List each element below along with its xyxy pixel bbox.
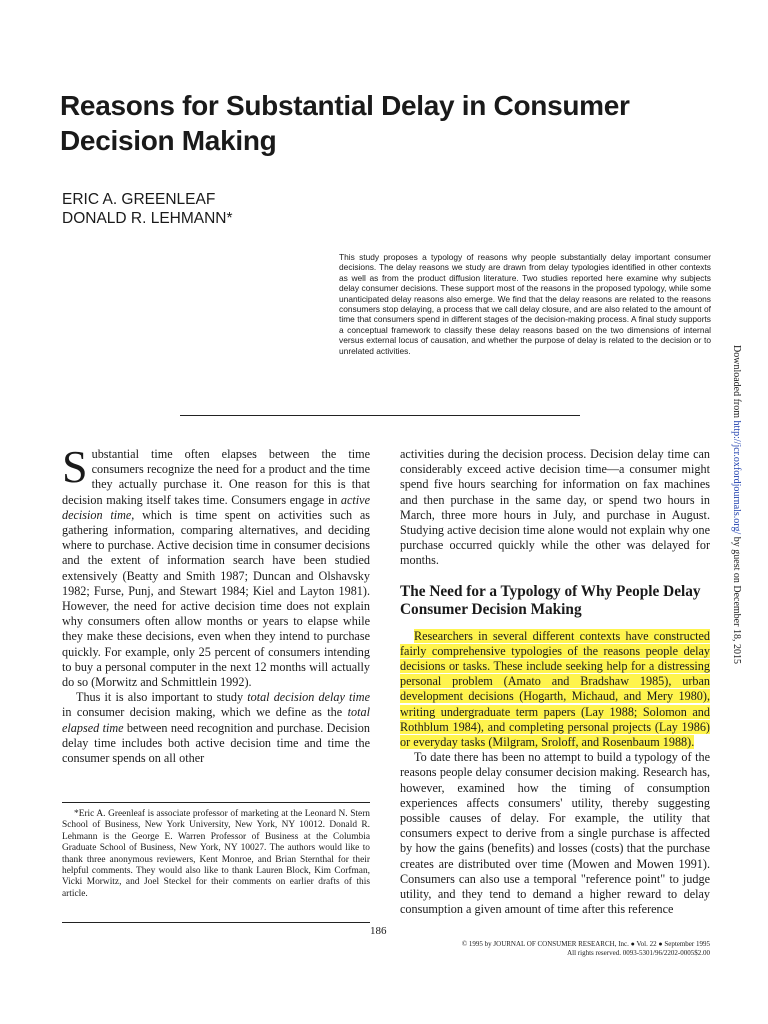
body-paragraph-highlighted xyxy=(400,629,710,751)
body-text: between need recognition and purchase. Decision delay time includes both active decision time and time the consumer spends on all other xyxy=(62,720,370,766)
body-text: Thus it is also important to study xyxy=(76,690,248,705)
footnote-text: *Eric A. Greenleaf is associate professor of marketing at the Leonard N. Stern School of Business, New York University, New York, NY 10012. Donald R. Lehmann is the George E. Warren Professor of Business at the Columbia Graduate School of Business, New York, NY 10027. The authors would like to thank three anonymous reviewers, Kent Monroe, and Brian Sternthal for their helpful comments. They would also like to thank Lauren Block, Kim Corfman, Vicki Morwitz, and Joel Steckel for their comments on earlier drafts of this article. xyxy=(62,809,370,899)
abstract-divider xyxy=(180,415,580,416)
body-paragraph xyxy=(62,690,370,766)
watermark-text: Downloaded from xyxy=(731,345,742,421)
footnote-divider xyxy=(62,922,370,923)
body-text: which is time spent on activities such as gathering information, comparing alternatives, and deciding where to purchase. Active decision time in consumer decisions and the extent of information search have been studied extensively (Beatty and Smith 1987; Duncan and Olshavsky 1982; Furse, Punj, and Stewart 1984; Kiel and Layton 1981). However, the need for active decision time does not explain why consumers often allow months or years to elapse while they make these decisions, even when they intend to purchase quickly. For example, only 25 percent of consumers intending to buy a personal computer in the next 12 months will actually do so (Morwitz and Schmittlein 1992). xyxy=(62,507,370,690)
article-title: Reasons for Substantial Delay in Consumer Decision Making xyxy=(60,90,630,156)
body-text: ubstantial time often elapses between the time consumers recognize the need for a product and the time they actually purchase it. One reason for this is that decision making itself takes time. Consumers engage in xyxy=(62,447,370,507)
right-column xyxy=(400,447,710,917)
abstract: This study proposes a typology of reasons why people substantially delay important consumer decisions. The delay reasons we study are drawn from delay typologies identified in other contexts as well as from the product diffusion literature. Two studies reported here examine why subjects delay consumer decisions. These support most of the reasons in the proposed typology, while some unanticipated delay reasons also emerge. We find that the delay reasons are related to the reasons consumers stop delaying, a process that we call delay closure, and are also related to the amount of time that consumers spend in different stages of the decision-making process. A final study supports a conceptual framework to classify these delay reasons based on the two dimensions of internal versus external locus of causation, and whether the purpose of delay is related to the decision or to unrelated activities. xyxy=(339,252,711,356)
author-name: DONALD R. LEHMANN* xyxy=(62,210,233,227)
highlighted-text[interactable]: Researchers in several different contexts have constructed fairly comprehensive typologies of the reasons people delay decisions or tasks. These include seeking help for a distressing personal problem (Amato and Bradshaw 1985), urban development decisions (Hogarth, Michaud, and Mery 1980), writing undergraduate term papers (Lay 1988; Solomon and Rothblum 1984), and completing personal projects (Lay 1986) or everyday tasks (Milgram, Sroloff, and Rosenbaum 1988). xyxy=(400,628,710,750)
emphasis-text: total elapsed time xyxy=(62,705,370,735)
body-text: in consumer decision making, which we define as the xyxy=(62,705,348,720)
author-footnote xyxy=(62,802,370,900)
download-watermark xyxy=(731,345,742,664)
copyright-notice xyxy=(400,940,710,958)
author-list xyxy=(62,190,233,228)
emphasis-text: total decision delay time xyxy=(247,690,370,705)
body-paragraph: activities during the decision process. Decision delay time can considerably exceed active decision time—a consumer might spend five hours searching for information on fax machines and then purchase in the same day, or spend two hours in March, three more hours in July, and purchase in August. Studying active decision time alone would not explain why one purchase occurred quickly while the other was delayed for months. xyxy=(400,447,710,568)
body-paragraph xyxy=(62,441,370,690)
body-paragraph: To date there has been no attempt to build a typology of the reasons people delay consumer decision making. Research has, however, examined how the timing of consumption experiences affects consumers' utility, thereby suggesting possible causes of delay. For example, the utility that consumers expect to derive from a single purchase is affected by how the gains (benefits) and losses (costs) that the purchase creates are distributed over time (Mowen and Mowen 1991). Consumers can also use a temporal "reference point" to judge utility, and they tend to demand a higher reward to delay consumption a given amount of time after this reference xyxy=(400,750,710,917)
author-name: ERIC A. GREENLEAF xyxy=(62,191,216,208)
watermark-text: by guest on December 18, 2015 xyxy=(731,534,742,664)
copyright-line: © 1995 by JOURNAL OF CONSUMER RESEARCH, Inc. ● Vol. 22 ● September 1995 xyxy=(461,940,710,948)
copyright-line: All rights reserved. 0093-5301/96/2202-0005$2.00 xyxy=(567,949,710,957)
emphasis-text: active decision time, xyxy=(62,492,370,522)
section-heading: The Need for a Typology of Why People Delay Consumer Decision Making xyxy=(400,582,701,618)
page-number: 186 xyxy=(370,925,387,937)
left-column xyxy=(62,441,370,766)
drop-cap: S xyxy=(62,441,88,492)
journal-link[interactable]: http://jcr.oxfordjournals.org/ xyxy=(731,420,742,535)
